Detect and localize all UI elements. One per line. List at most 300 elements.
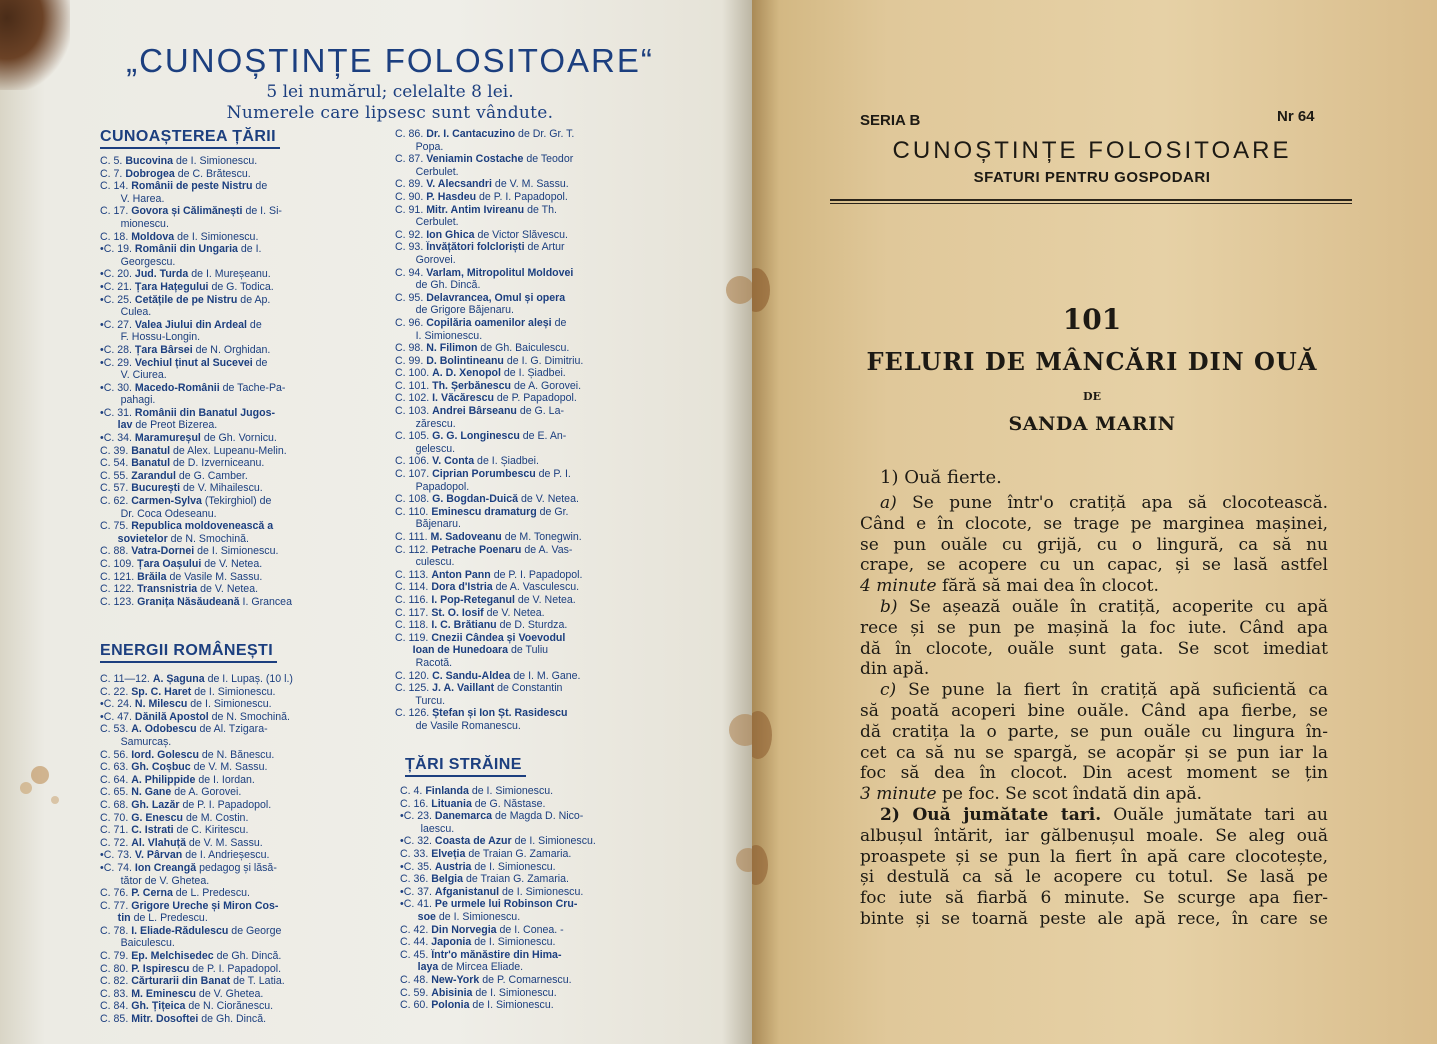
entry-number: •C. 47. — [100, 710, 135, 723]
entry-title: P. Ispirescu — [131, 962, 190, 975]
entry-title: Ion Creangă — [134, 861, 197, 874]
entry-number: C. 88. — [100, 545, 132, 558]
entry-title: Coasta de Azur — [434, 835, 512, 848]
book-by: DE — [1083, 390, 1101, 403]
entry-number: C. 110. — [395, 505, 432, 518]
catalog-entry — [395, 619, 655, 632]
entry-number: C. 101. — [395, 379, 433, 392]
entry-title: Românii din Banatul Jugos- — [134, 406, 275, 419]
entry-author: de D. Sturdza. — [496, 619, 568, 632]
entry-author: de L. Predescu. — [130, 912, 208, 925]
catalog-entry — [395, 644, 655, 657]
entry-number: C. 60. — [400, 999, 432, 1012]
entry-title: Zarandul — [131, 469, 176, 482]
catalog-entry — [100, 673, 380, 686]
catalog-entry — [395, 405, 655, 418]
entry-author: de G. Camber. — [175, 469, 248, 482]
catalog-entry — [100, 319, 370, 332]
entry-author: de I. Șiadbei. — [500, 367, 566, 380]
entry-number: C. 65. — [100, 786, 132, 799]
catalog-entry — [400, 798, 655, 811]
entry-number — [100, 533, 118, 545]
entry-author: de G. Todica. — [208, 280, 274, 293]
entry-number — [100, 306, 118, 318]
catalog-entry — [100, 344, 370, 357]
entry-title: Românii din Ungaria — [134, 243, 238, 256]
entry-author: Gorovei. — [412, 253, 456, 266]
catalog-entry — [400, 785, 655, 798]
entry-author: de V. Netea. — [483, 606, 545, 619]
entry-author: de Gh. Vornicu. — [200, 432, 277, 445]
entry-author: de M. Tonegwin. — [501, 531, 582, 543]
entry-number: C. 14. — [100, 180, 132, 193]
catalog-entry — [395, 153, 655, 166]
catalog-entry — [395, 392, 655, 405]
entry-number: C. 64. — [100, 773, 132, 786]
entry-title: Grigore Ureche și Miron Cos- — [131, 899, 279, 912]
entry-title: Petrache Poenaru — [431, 543, 522, 556]
section-heading-tari-straine: ȚĂRI STRĂINE — [405, 756, 522, 773]
catalog-entry — [395, 204, 655, 217]
entry-number: C. 120. — [395, 669, 433, 682]
entry-author: de A. Gorovei. — [511, 379, 582, 392]
entry-author: I. Grancea — [239, 595, 292, 608]
catalog-entry — [100, 723, 380, 736]
catalog-entry — [395, 481, 655, 494]
header-rule-thick — [830, 199, 1352, 201]
text-line: 3 minute pe foc. Se scot îndată din apă. — [860, 784, 1203, 805]
entry-title: Eminescu dramaturg — [431, 505, 537, 518]
entry-title: Afganistanul — [434, 885, 500, 898]
entry-number: C. 113. — [395, 568, 432, 581]
catalog-entry — [100, 558, 370, 571]
entry-number: C. 22. — [100, 685, 132, 698]
entry-number: C. 123. — [100, 595, 138, 608]
entry-author: de C. Kiritescu. — [173, 824, 249, 837]
entry-author: de P. I. — [535, 468, 571, 481]
catalog-entry — [100, 824, 380, 837]
catalog-entry — [395, 455, 655, 468]
entry-author: Papadopol. — [412, 480, 470, 493]
entry-title: N. Filimon — [426, 342, 478, 355]
entry-author: F. Hossu-Longin. — [117, 331, 201, 344]
entry-number: C. 103. — [395, 405, 433, 418]
entry-author: de V. Mihailescu. — [180, 482, 263, 495]
catalog-entry — [395, 166, 655, 179]
catalog-entry — [100, 1000, 380, 1013]
catalog-entry — [100, 1013, 380, 1026]
entry-author: Culea. — [117, 306, 152, 319]
entry-number: C. 118. — [395, 619, 432, 632]
entry-author: de — [551, 316, 567, 329]
entry-author: de N. Orghidan. — [192, 343, 271, 356]
entry-number: C. 91. — [395, 203, 427, 216]
entry-author: de G. La- — [516, 405, 564, 418]
entry-title: Republica moldovenească a — [131, 520, 274, 533]
catalog-entry — [100, 508, 370, 521]
entry-title: Dănilă Apostol — [134, 710, 209, 723]
entry-number: •C. 29. — [100, 356, 135, 369]
entry-author: de Alex. Lupeanu-Melin. — [170, 444, 287, 457]
entry-number: •C. 34. — [100, 432, 135, 445]
entry-author: de L. Predescu. — [172, 887, 250, 900]
entry-number: C. 80. — [100, 962, 132, 975]
text-line: cet ca să nu se spargă, se acopăr și se pun iar la — [860, 742, 1328, 763]
entry-author: Turcu. — [412, 694, 446, 707]
entry-number: C. 79. — [100, 950, 132, 963]
text-line: Când e în clocote, se trage pe marginea mașinei, — [860, 513, 1328, 534]
entry-author: de M. Costin. — [183, 811, 249, 824]
entry-title: M. Eminescu — [131, 987, 196, 1000]
entry-title: N. Milescu — [134, 698, 188, 711]
catalog-entry — [395, 518, 655, 531]
catalog-entry — [100, 799, 380, 812]
entry-author: de P. Papadopol. — [493, 392, 577, 405]
catalog-entry — [100, 925, 380, 938]
entry-author: de D. Izverniceanu. — [170, 457, 265, 470]
entry-title: Sp. C. Haret — [131, 685, 192, 698]
entry-number: C. 117. — [395, 606, 432, 619]
entry-number: C. 39. — [100, 444, 132, 457]
catalog-entry — [395, 531, 655, 544]
entry-number — [395, 166, 413, 178]
entry-title: Veniamin Costache — [426, 153, 524, 166]
entry-number: C. 76. — [100, 887, 132, 900]
entry-title: M. Sadoveanu — [430, 531, 502, 543]
entry-author: de I. Simionescu. — [174, 230, 259, 243]
entry-title: Într'o mănăstire din Hima- — [431, 948, 562, 961]
entry-author: Dr. Coca Odeseanu. — [117, 507, 217, 520]
entry-title: Belgia — [431, 873, 464, 886]
catalog-entry — [400, 861, 655, 874]
catalog-entry — [395, 254, 655, 267]
catalog-entry — [400, 911, 655, 924]
entry-number — [100, 394, 118, 406]
entry-author: de I. Simionescu. — [191, 685, 276, 698]
catalog-entry — [100, 231, 370, 244]
entry-author: de I. — [237, 243, 262, 256]
entry-author: de Gh. Dincă. — [213, 950, 282, 963]
entry-title: V. Pârvan — [134, 849, 183, 862]
entry-title: Ep. Melchisedec — [131, 950, 214, 963]
entry-number: C. 89. — [395, 178, 427, 191]
entry-author: Băjenaru. — [412, 518, 461, 531]
entry-number: •C. 19. — [100, 243, 135, 256]
entry-number — [100, 875, 118, 887]
catalog-entry — [400, 987, 655, 1000]
entry-title: C. Istrati — [131, 824, 174, 837]
entry-author: de I. Mureșeanu. — [188, 268, 271, 281]
entry-author: pedagog și lăsă- — [196, 861, 277, 874]
entry-number — [395, 304, 413, 316]
catalog-entry — [400, 936, 655, 949]
entry-title: Carmen-Sylva — [131, 495, 202, 508]
catalog-entry — [395, 468, 655, 481]
text-line: din apă. — [860, 659, 930, 680]
entry-number: C. 98. — [395, 342, 427, 355]
catalog-entry — [395, 342, 655, 355]
catalog-entry — [100, 193, 370, 206]
text-line: foc iute să fiarbă 6 minute. Se scurge apa fier- — [860, 888, 1328, 909]
entry-number: •C. 27. — [100, 318, 135, 331]
entry-number: C. 126. — [395, 707, 433, 720]
entry-author: de P. I. Papadopol. — [179, 798, 272, 811]
entry-number: C. 5. — [100, 155, 126, 167]
entry-author: de G. Năstase. — [471, 797, 546, 810]
entry-author: de Dr. Gr. T. — [515, 128, 575, 140]
entry-title: Țara Oașului — [137, 558, 202, 570]
entry-title: Anton Pann — [431, 568, 491, 581]
entry-author: de I. M. Gane. — [510, 669, 581, 682]
entry-number: C. 99. — [395, 354, 427, 367]
text-line: și destulă ca să le acopere cu totul. Se lasă pe — [860, 867, 1328, 888]
entry-title: Ion Ghica — [426, 228, 475, 241]
catalog-entry — [395, 241, 655, 254]
catalog-entry — [100, 520, 370, 533]
entry-number — [395, 443, 413, 455]
entry-number: C. 16. — [400, 797, 432, 810]
entry-number: C. 57. — [100, 482, 132, 495]
entry-title: Macedo-Românii — [134, 381, 220, 394]
entry-title: V. Alecsandri — [426, 178, 492, 191]
entry-author: de P. I. Papadopol. — [490, 568, 583, 581]
entry-author: mionescu. — [117, 217, 169, 230]
entry-author: de Magda D. Nico- — [492, 810, 584, 823]
entry-author: de I. Simionescu. — [469, 999, 554, 1012]
entry-number: •C. 31. — [100, 406, 135, 419]
entry-author: de Grigore Băjenaru. — [412, 304, 514, 317]
catalog-entry — [100, 268, 370, 281]
entry-author: Cerbulet. — [412, 216, 459, 229]
entry-title: I. Eliade-Rădulescu — [131, 924, 229, 937]
entry-author: pahagi. — [117, 394, 156, 407]
entry-title: Banatul — [131, 444, 171, 457]
entry-author: de N. Ciorănescu. — [185, 1000, 274, 1013]
entry-title: Românii de peste Nistru — [131, 180, 253, 193]
entry-number: •C. 35. — [400, 860, 435, 873]
entry-number: C. 85. — [100, 1013, 132, 1026]
entry-number: C. 86. — [395, 128, 427, 140]
catalog-entry — [100, 975, 380, 988]
entry-title: G. G. Longinescu — [432, 430, 520, 443]
catalog-entry — [100, 482, 370, 495]
entry-title: I. Pop-Reteganul — [431, 593, 515, 606]
entry-number: C. 94. — [395, 266, 427, 279]
entry-author: de I. Lupaș. (10 l.) — [204, 673, 293, 685]
entry-author: de Mircea Eliade. — [438, 961, 524, 974]
entry-author: de C. Brătescu. — [174, 167, 251, 180]
entry-author: Popa. — [412, 140, 444, 153]
catalog-entry — [100, 571, 370, 584]
catalog-entry — [100, 774, 380, 787]
entry-author: de P. I. Papadopol. — [189, 962, 282, 975]
entry-title: Iord. Golescu — [131, 748, 199, 761]
entry-author: V. Harea. — [117, 192, 165, 205]
catalog-entry — [395, 569, 655, 582]
entry-title: Andrei Bârseanu — [432, 405, 517, 418]
entry-author: de Th. — [524, 203, 557, 216]
entry-title: laya — [417, 961, 439, 974]
catalog-entry — [100, 495, 370, 508]
entry-title: soe — [417, 910, 436, 923]
entry-number — [395, 657, 413, 669]
entry-author: de Tuliu — [508, 644, 549, 657]
text-line: 4 minute fără să mai dea în clocot. — [860, 576, 1159, 597]
catalog-entry — [100, 168, 370, 181]
entry-author: de Constantin — [494, 682, 563, 695]
entry-number: C. 78. — [100, 924, 132, 937]
catalog-entry — [395, 380, 655, 393]
entry-number: C. 102. — [395, 392, 433, 405]
catalog-entry — [100, 419, 370, 432]
catalog-entry — [100, 875, 380, 888]
entry-number: C. 54. — [100, 457, 132, 470]
entry-author: de I. Simionescu. — [187, 698, 272, 711]
catalog-entry — [100, 218, 370, 231]
entry-number — [395, 216, 413, 228]
entry-number: C. 111. — [395, 531, 431, 543]
text-line: crape, se acopere cu un capac, și se lasă astfel — [860, 555, 1328, 576]
entry-number: •C. 23. — [400, 810, 435, 823]
entry-author: de Ap. — [237, 293, 271, 306]
entry-author: Cerbulet. — [412, 165, 459, 178]
catalog-entry — [400, 886, 655, 899]
entry-number: C. 4. — [400, 785, 426, 797]
entry-number — [395, 695, 413, 707]
entry-author: de Victor Slăvescu. — [474, 228, 568, 241]
entry-number: C. 63. — [100, 761, 132, 774]
catalog-entry — [100, 686, 380, 699]
entry-number — [400, 911, 418, 923]
entry-number — [100, 193, 118, 205]
catalog-entry — [100, 900, 380, 913]
entry-number — [100, 736, 118, 748]
entry-author: de George — [228, 924, 282, 937]
entry-title: Dora d'Istria — [431, 581, 493, 594]
entry-number: C. 62. — [100, 495, 132, 508]
entry-title: Gh. Țițeica — [131, 1000, 186, 1013]
catalog-entry — [100, 331, 370, 344]
entry-author: de Traian G. Zamaria. — [465, 847, 572, 860]
entry-title: Valea Jiului din Ardeal — [134, 318, 247, 331]
entry-number: C. 116. — [395, 593, 432, 606]
entry-title: G. Bogdan-Duică — [432, 493, 519, 506]
catalog-entry — [395, 317, 655, 330]
entry-author: de I. Simionescu. — [499, 885, 584, 898]
catalog-entry — [395, 304, 655, 317]
entry-title: Abisinia — [431, 986, 473, 999]
entry-author: zărescu. — [412, 417, 456, 430]
corner-stain — [0, 0, 70, 90]
catalog-entry — [395, 707, 655, 720]
catalog-price-note: 5 lei numărul; celelalte 8 lei. — [266, 82, 514, 102]
entry-number: C. 71. — [100, 824, 132, 837]
entry-number — [100, 937, 118, 949]
entry-title: N. Gane — [131, 786, 172, 799]
entry-title: Dr. I. Cantacuzino — [426, 128, 516, 140]
entry-number: •C. 24. — [100, 698, 135, 711]
entry-title: Austria — [434, 860, 472, 873]
entry-title: J. A. Vaillant — [432, 682, 495, 695]
entry-number — [100, 508, 118, 520]
catalog-entry — [100, 256, 370, 269]
entry-number — [395, 418, 413, 430]
entry-title: Maramureșul — [134, 432, 201, 445]
entry-author: de I. Andrieșescu. — [182, 849, 270, 862]
entry-title: lav — [117, 419, 133, 432]
entry-author: de A. Vas- — [521, 543, 573, 556]
entry-title: Moldova — [131, 230, 175, 243]
entry-number: C. 114. — [395, 581, 432, 594]
catalog-entry — [100, 357, 370, 370]
entry-number: •C. 74. — [100, 861, 135, 874]
entry-author: de I. Simionescu. — [435, 910, 521, 923]
catalog-entry — [395, 594, 655, 607]
entry-number: C. 36. — [400, 873, 432, 886]
entry-title: Jud. Turda — [134, 268, 189, 281]
entry-number: C. 75. — [100, 520, 132, 533]
entry-title: Mitr. Dosoftei — [131, 1013, 199, 1026]
entry-title: A. D. Xenopol — [432, 367, 501, 380]
entry-number: C. 11—12. — [100, 673, 153, 685]
entry-number: C. 59. — [400, 986, 432, 999]
catalog-entry — [100, 583, 370, 596]
catalog-entry — [400, 949, 655, 962]
book-author: SANDA MARIN — [1008, 413, 1176, 435]
catalog-entry — [100, 950, 380, 963]
catalog-entry — [100, 533, 370, 546]
entry-author: de — [246, 318, 262, 331]
entry-number: C. 45. — [400, 948, 432, 961]
entry-author: de V. Netea. — [197, 583, 259, 596]
entry-title: Polonia — [431, 999, 470, 1012]
entry-title: Vatra-Dornei — [131, 545, 195, 558]
entry-number: C. 33. — [400, 847, 432, 860]
entry-title: Banatul — [131, 457, 171, 470]
catalog-entry — [395, 607, 655, 620]
entry-title: P. Hasdeu — [426, 190, 477, 203]
catalog-entry — [100, 761, 380, 774]
entry-title: A. Odobescu — [131, 723, 197, 736]
entry-author: gelescu. — [412, 442, 456, 455]
text-line: se pun ouăle cu grijă, cu o lingură, ca să nu — [860, 534, 1328, 555]
entry-author: de N. Smochină. — [167, 532, 249, 545]
catalog-entry — [395, 128, 655, 141]
entry-author: de Gh. Dincă. — [412, 279, 481, 292]
entry-number: C. 83. — [100, 987, 132, 1000]
entry-number: C. 105. — [395, 430, 433, 443]
entry-title: Dobrogea — [125, 167, 175, 180]
catalog-list-tari-straine — [400, 785, 655, 1012]
entry-number: C. 93. — [395, 241, 427, 254]
entry-author: de V. Netea. — [201, 558, 263, 570]
catalog-entry — [100, 736, 380, 749]
entry-number: C. 106. — [395, 455, 433, 468]
entry-author: V. Ciurea. — [117, 369, 167, 382]
entry-title: Ștefan și Ion Șt. Rasidescu — [432, 707, 568, 720]
catalog-entry — [100, 849, 380, 862]
booklet-page — [752, 0, 1437, 1044]
catalog-entry — [395, 657, 655, 670]
catalog-entry — [395, 178, 655, 191]
entry-number: C. 44. — [400, 936, 432, 949]
entry-author: de A. Vasculescu. — [492, 581, 580, 594]
entry-author: de V. M. Sassu. — [185, 836, 263, 849]
entry-number: C. 17. — [100, 205, 132, 218]
entry-author: de V. M. Sassu. — [190, 761, 268, 774]
entry-number: •C. 20. — [100, 268, 135, 281]
entry-number: C. 107. — [395, 468, 433, 481]
